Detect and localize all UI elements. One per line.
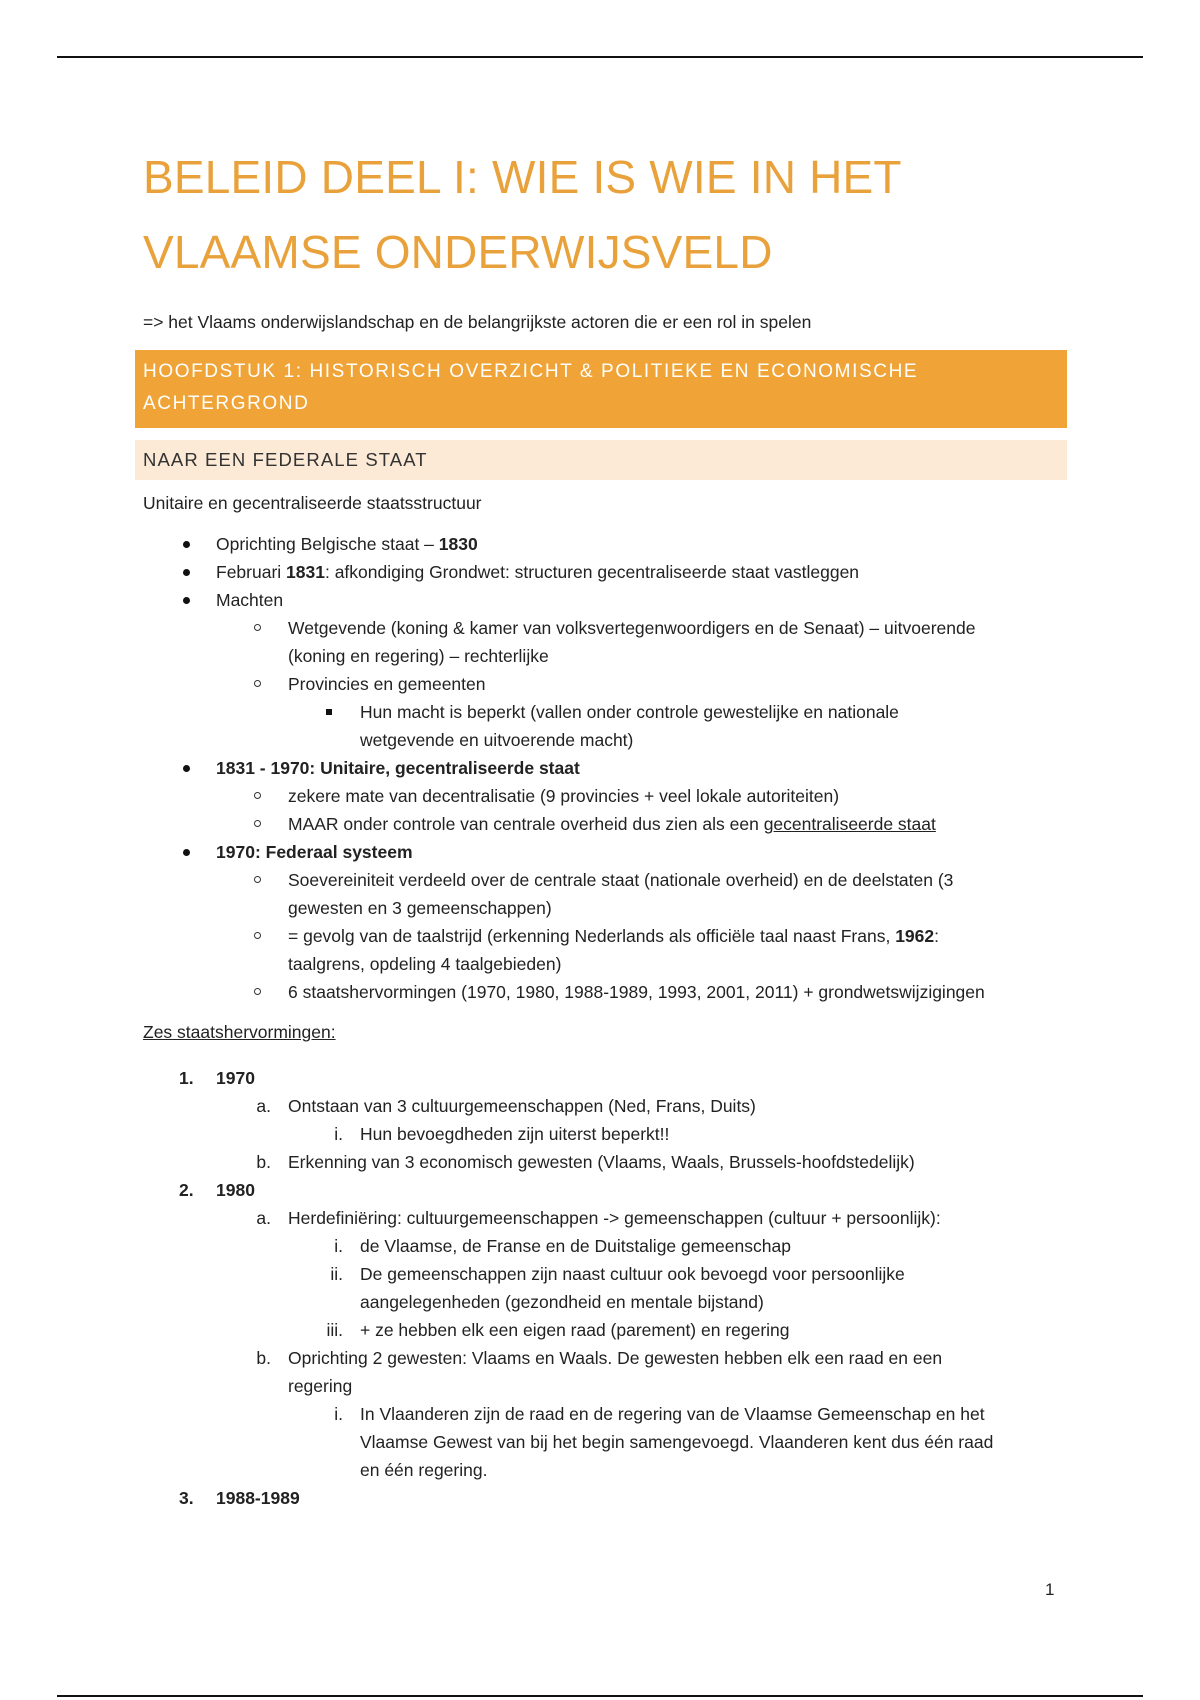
list-item: 1. 1970 — [179, 1068, 255, 1088]
circle-bullet-icon — [254, 624, 261, 631]
list-item: iii. + ze hebben elk een eigen raad (parement) en regering — [326, 1320, 790, 1340]
document-subtitle: => het Vlaams onderwijslandschap en de belangrijkste actoren die er een rol in spelen — [143, 312, 812, 332]
title-line-2: VLAAMSE ONDERWIJSVELD — [143, 226, 773, 278]
section-heading: NAAR EEN FEDERALE STAAT — [135, 440, 1067, 480]
list-item: Hun macht is beperkt (vallen onder controle gewestelijke en nationale wetgevende en uitvoerende macht) — [143, 698, 1068, 754]
list-item: i. de Vlaamse, de Franse en de Duitstalige gemeenschap — [334, 1236, 791, 1256]
bullet-icon — [183, 569, 190, 576]
list-item: Machten — [143, 586, 1068, 614]
chapter-heading-line-1: HOOFDSTUK 1: HISTORISCH OVERZICHT & POLITIEKE EN ECONOMISCHE — [143, 361, 919, 382]
page-number: 1 — [1045, 1580, 1055, 1599]
list-item: 1970: Federaal systeem — [143, 838, 1068, 866]
bullet-icon — [183, 541, 190, 548]
list-item: 3. 1988-1989 — [179, 1488, 300, 1508]
bullet-icon — [183, 849, 190, 856]
list-item: ii. De gemeenschappen zijn naast cultuur ook bevoegd voor persoonlijke aangelegenheden (gezondheid en mentale bijstand) — [330, 1264, 905, 1312]
document-body — [143, 140, 1068, 1512]
chapter-heading — [135, 350, 1067, 428]
reforms-label: Zes staatshervormingen: — [143, 1022, 336, 1042]
circle-bullet-icon — [254, 988, 261, 995]
list-item: MAAR onder controle van centrale overheid dus zien als een gecentraliseerde staat — [143, 810, 1068, 838]
list-item: zekere mate van decentralisatie (9 provincies + veel lokale autoriteiten) — [143, 782, 1068, 810]
list-item: Februari 1831: afkondiging Grondwet: structuren gecentraliseerde staat vastleggen — [143, 558, 1068, 586]
reforms-list — [143, 1064, 1068, 1512]
circle-bullet-icon — [254, 680, 261, 687]
chapter-heading-line-2: ACHTERGROND — [143, 393, 310, 414]
list-item: i. Hun bevoegdheden zijn uiterst beperkt!! — [334, 1124, 670, 1144]
document-title — [143, 140, 1068, 290]
list-item: 1831 - 1970: Unitaire, gecentraliseerde staat — [143, 754, 1068, 782]
circle-bullet-icon — [254, 876, 261, 883]
bullet-icon — [183, 765, 190, 772]
square-bullet-icon — [326, 709, 332, 715]
circle-bullet-icon — [254, 820, 261, 827]
bullet-icon — [183, 597, 190, 604]
list-item: Soevereiniteit verdeeld over de centrale staat (nationale overheid) en de deelstaten (3 gewesten en 3 gemeenschappen) — [143, 866, 1068, 922]
circle-bullet-icon — [254, 932, 261, 939]
list-item: b. Erkenning van 3 economisch gewesten (Vlaams, Waals, Brussels-hoofdstedelijk) — [256, 1152, 915, 1172]
list-item: Oprichting Belgische staat – 1830 — [143, 530, 1068, 558]
list-item: b. Oprichting 2 gewesten: Vlaams en Waals. De gewesten hebben elk een raad en een regering — [256, 1348, 943, 1396]
list-item: 2. 1980 — [179, 1180, 255, 1200]
list-item: i. In Vlaanderen zijn de raad en de regering van de Vlaamse Gemeenschap en het Vlaamse Gewest van bij het begin samengevoegd. Vlaanderen kent dus één raad en één regering. — [334, 1404, 994, 1480]
title-line-1: BELEID DEEL I: WIE IS WIE IN HET — [143, 151, 902, 203]
bottom-rule — [57, 1695, 1143, 1697]
bullet-list — [143, 530, 1068, 1006]
list-item: 6 staatshervormingen (1970, 1980, 1988-1989, 1993, 2001, 2011) + grondwetswijzigingen — [143, 978, 1068, 1006]
top-rule — [57, 56, 1143, 58]
list-item: a. Herdefiniëring: cultuurgemeenschappen -> gemeenschappen (cultuur + persoonlijk): — [256, 1208, 941, 1228]
list-item: a. Ontstaan van 3 cultuurgemeenschappen (Ned, Frans, Duits) — [256, 1096, 756, 1116]
list-item: = gevolg van de taalstrijd (erkenning Nederlands als officiële taal naast Frans, 1962: taalgrens, opdeling 4 taalgebieden) — [143, 922, 1068, 978]
list-item: Provincies en gemeenten — [143, 670, 1068, 698]
circle-bullet-icon — [254, 792, 261, 799]
list-item: Wetgevende (koning & kamer van volksvertegenwoordigers en de Senaat) – uitvoerende (koning en regering) – rechterlijke — [143, 614, 1068, 670]
intro-text: Unitaire en gecentraliseerde staatsstructuur — [143, 493, 482, 513]
